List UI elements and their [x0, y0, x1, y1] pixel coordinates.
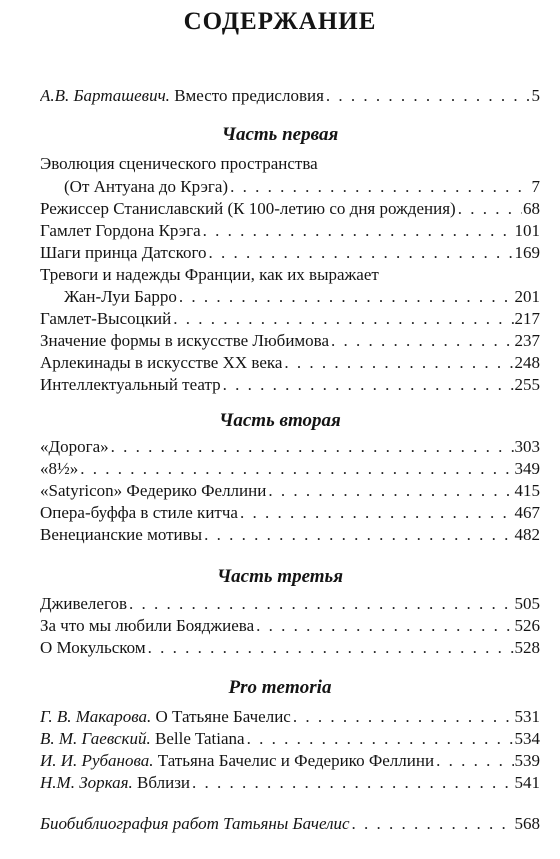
toc-page-number: 237	[514, 331, 540, 350]
toc-page-number: 7	[531, 177, 540, 196]
toc-entry-text: Жан-Луи Барро	[64, 287, 177, 306]
toc-page-number: 68	[523, 199, 540, 218]
leader-dots	[173, 308, 513, 330]
toc-entry-text: Режиссер Станиславский (К 100-летию со дня рождения)	[40, 199, 456, 218]
toc-page-number: 526	[514, 616, 540, 635]
leader-dots	[247, 728, 514, 750]
leader-dots	[148, 637, 514, 659]
toc-entry[interactable]	[40, 458, 540, 480]
toc-entry-text: За что мы любили Бояджиева	[40, 616, 255, 635]
toc-page-number: 531	[514, 707, 540, 726]
toc-entry[interactable]	[40, 374, 540, 396]
toc-entry-author: В. М. Гаевский.	[40, 729, 151, 748]
toc-entry[interactable]	[40, 153, 540, 175]
toc-page-number: 248	[514, 353, 540, 372]
leader-dots	[230, 176, 530, 198]
leader-dots	[80, 458, 513, 480]
toc-page-number: 349	[514, 459, 540, 478]
leader-dots	[331, 330, 513, 352]
toc-entry-author: Г. В. Макарова.	[40, 707, 152, 726]
toc-entry[interactable]	[40, 198, 540, 220]
toc-entry-text: Г. В. Макарова. О Татьяне Бачелис	[40, 707, 291, 726]
leader-dots	[240, 502, 514, 524]
toc-entry-author: А.В. Барташевич.	[40, 86, 170, 105]
leader-dots	[203, 220, 514, 242]
section-heading-part-2: Часть вторая	[219, 410, 341, 431]
toc-entry-author: Н.М. Зоркая.	[40, 773, 133, 792]
toc-entry-text: «8½»	[40, 459, 79, 478]
leader-dots	[223, 374, 514, 396]
toc-entry[interactable]	[40, 480, 540, 502]
toc-entry-text: (От Антуана до Крэга)	[64, 177, 229, 196]
toc-entry[interactable]	[40, 524, 540, 546]
toc-entry-text: Н.М. Зоркая. Вблизи	[40, 773, 191, 792]
section-heading-pro-memoria: Pro memoria	[228, 677, 332, 698]
toc-entry-text: «Satyricon» Федерико Феллини	[40, 481, 267, 500]
toc-page-number: 505	[514, 594, 540, 613]
toc-page-number: 201	[514, 287, 540, 306]
toc-entry[interactable]	[64, 176, 540, 198]
toc-entry-author: И. И. Рубанова.	[40, 751, 154, 770]
leader-dots	[111, 436, 514, 458]
toc-entry-text: Тревоги и надежды Франции, как их выражает	[40, 265, 379, 284]
leader-dots	[256, 615, 513, 637]
page-title: СОДЕРЖАНИЕ	[183, 8, 377, 35]
toc-page-number: 568	[514, 814, 540, 833]
toc-entry-text: Венецианские мотивы	[40, 525, 203, 544]
toc-entry[interactable]	[40, 220, 540, 242]
toc-entry-text: Гамлет-Высоцкий	[40, 309, 172, 328]
toc-page-number: 534	[514, 729, 540, 748]
toc-entry-text: Эволюция сценического пространства	[40, 154, 318, 173]
toc-entry-text: Биобиблиография работ Татьяны Бачелис	[40, 814, 350, 833]
section-heading-part-3: Часть третья	[216, 566, 344, 587]
toc-entry-text: «Дорога»	[40, 437, 109, 456]
toc-entry[interactable]	[40, 593, 540, 615]
toc-entry-text: Шаги принца Датского	[40, 243, 207, 262]
toc-page-number: 539	[514, 751, 540, 770]
leader-dots	[179, 286, 514, 308]
toc-entry-text: А.В. Барташевич. Вместо предисловия	[40, 86, 324, 105]
leader-dots	[268, 480, 513, 502]
toc-page-number: 467	[514, 503, 540, 522]
section-heading-part-1: Часть первая	[221, 124, 339, 145]
leader-dots	[204, 524, 513, 546]
toc-page-number: 528	[514, 638, 540, 657]
leader-dots	[209, 242, 514, 264]
toc-entry-text: Интеллектуальный театр	[40, 375, 221, 394]
toc-entry[interactable]	[40, 352, 540, 374]
toc-page-number: 415	[514, 481, 540, 500]
toc-entry[interactable]	[40, 502, 540, 524]
toc-page-number: 303	[514, 437, 540, 456]
toc-page-number: 217	[514, 309, 540, 328]
toc-entry-text: Опера-буффа в стиле китча	[40, 503, 238, 522]
toc-entry-text: Арлекинады в искусстве XX века	[40, 353, 283, 372]
toc-page-number: 101	[514, 221, 540, 240]
toc-entry-intro[interactable]	[40, 85, 540, 107]
toc-entry-text: В. М. Гаевский. Belle Tatiana	[40, 729, 245, 748]
toc-entry-text: Гамлет Гордона Крэга	[40, 221, 201, 240]
leader-dots	[352, 813, 514, 835]
leader-dots	[326, 85, 531, 107]
toc-entry-text: О Мокульском	[40, 638, 146, 657]
leader-dots	[192, 772, 513, 794]
toc-page-number: 5	[531, 86, 540, 105]
toc-entry-text: Значение формы в искусстве Любимова	[40, 331, 330, 350]
toc-entry[interactable]	[40, 750, 540, 772]
toc-entry-bibliography[interactable]	[40, 813, 540, 835]
toc-entry[interactable]	[40, 308, 540, 330]
leader-dots	[436, 750, 513, 772]
toc-entry-text: И. И. Рубанова. Татьяна Бачелис и Федерико Феллини	[40, 751, 435, 770]
toc-entry[interactable]	[40, 242, 540, 264]
leader-dots	[293, 706, 514, 728]
toc-entry-text: Дживелегов	[40, 594, 128, 613]
toc-page-number: 169	[514, 243, 540, 262]
toc-page-number: 255	[514, 375, 540, 394]
toc-entry[interactable]	[40, 264, 540, 286]
toc-entry[interactable]	[40, 706, 540, 728]
leader-dots	[284, 352, 513, 374]
toc-page-number: 482	[514, 525, 540, 544]
toc-entry[interactable]	[40, 772, 540, 794]
toc-entry[interactable]	[64, 286, 540, 308]
toc-page-number: 541	[514, 773, 540, 792]
toc-entry[interactable]	[40, 615, 540, 637]
toc-entry[interactable]	[40, 728, 540, 750]
toc-entry[interactable]	[40, 330, 540, 352]
toc-entry[interactable]	[40, 637, 540, 659]
toc-entry[interactable]	[40, 436, 540, 458]
leader-dots	[129, 593, 513, 615]
leader-dots	[458, 198, 522, 220]
